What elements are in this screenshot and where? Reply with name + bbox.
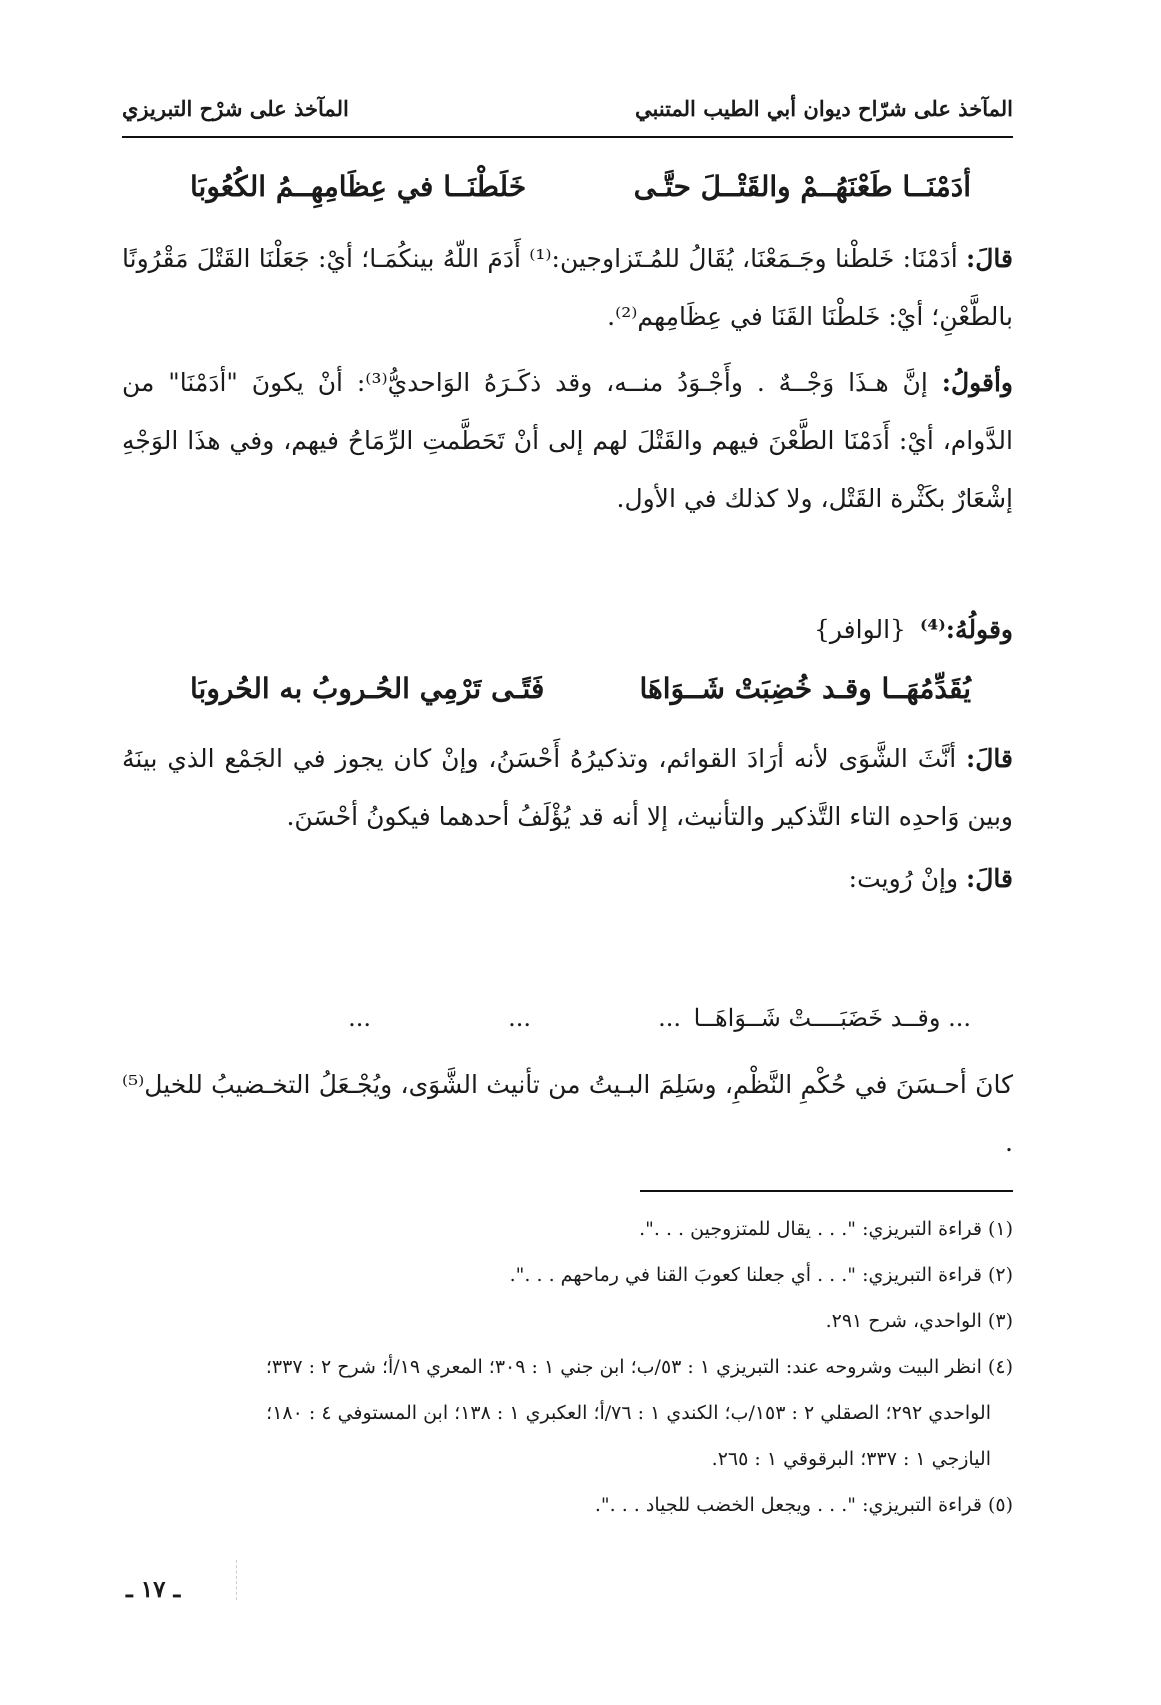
verse-2-intro [122,615,1013,644]
paragraph-text: وإنْ رُويت: [848,864,967,893]
footnote-2: (٢) قراءة التبريزي: ". . . أي جعلنا كعوبَ القنا في رماحهم . . .". [509,1264,1013,1286]
variant-phrase: ... وقــد خَضَبَــــتْ شَــوَاهَــا [693,1004,971,1032]
verse-1 [190,170,971,214]
running-title-section: المآخذ على شرْح التبريزي [122,96,349,121]
footnotes [122,1206,1013,1528]
ellipsis: ... [658,1004,681,1032]
paragraph-commentary-3 [122,730,1013,846]
paragraph-text: أدَمْنَا: خَلطْنا وجَـمَعْنَا، يُقَالُ للمُـتَزاوجين:⁽¹⁾ أَدَمَ اللّهُ بينكُمَـا؛ أيْ: جَعَلْنَا القَتْلَ مَقْرُونًا بالطَّعْنِ؛ أيْ: خَلطْنَا القَنَا في عِظَامِهم⁽²⁾. [122,244,1013,331]
paragraph-lead: وأقولُ: [941,368,1013,397]
verse-2-first-hemistich: يُقَدِّمُهَــا وقـد خُضِبَتْ شَــوَاهَا [639,672,971,705]
footnote-rule [640,1190,1013,1192]
ellipsis: ... [348,1004,371,1032]
header-rule [122,136,1013,138]
running-title-book: المآخذ على شرّاح ديوان أبي الطيب المتنبي [635,96,1013,121]
binding-gutter-mark [236,1560,237,1600]
verse-2 [190,672,971,716]
ellipsis: ... [508,1004,531,1032]
paragraph-text: إنَّ هـذَا وَجْــهٌ . وأَجْـوَدُ منــه، وقد ذكَـرَهُ الوَاحديُّ⁽³⁾: أنْ يكونَ "أدَمْنَا" من الدَّوام، أيْ: أَدَمْنَا الطَّعْنَ فيهم والقَتْلَ لهم إلى أنْ تَحَطَّمتِ الرِّمَاحُ فيهم، وفي هذَا الوَجْهِ إشْعَارٌ بكَثْرة القَتْل، ولا كذلك في الأول. [122,368,1013,513]
running-header [122,92,1013,132]
verse-1-second-hemistich: خَلَطْنَــا في عِظَامِهِــمُ الكُعُوبَا [190,170,527,203]
variant-reading-line [240,1004,971,1044]
paragraph-commentary-2 [122,354,1013,528]
intro-lead: وقولُهُ:⁽⁴⁾ [919,615,1013,644]
paragraph-lead: قالَ: [966,864,1013,893]
footnote-5: (٥) قراءة التبريزي: ". . . ويجعل الخضب للجياد . . .". [594,1494,1013,1516]
paragraph-text: كانَ أحـسَنَ في حُكْمِ النَّظْمِ، وسَلِمَ البـيتُ من تأنيث الشَّوَى، ويُجْـعَلُ التخـضيبُ للخيل⁽⁵⁾ . [122,1070,1013,1157]
paragraph-commentary-4 [122,864,1013,893]
footnote-4-continued: الواحدي ٢٩٢؛ الصقلي ٢ : ١٥٣/ب؛ الكندي ١ : ٧٦/أ؛ العكبري ١ : ١٣٨؛ ابن المستوفي ٤ : ١٨٠؛ [266,1402,991,1424]
paragraph-commentary-5 [122,1056,1013,1172]
verse-2-second-hemistich: فَتًـى تَرْمِي الحُـروبُ به الحُروبَا [190,672,545,705]
footnote-1: (١) قراءة التبريزي: ". . . يقال للمتزوجين . . .". [639,1218,1013,1240]
meter-label: {الوافر} [813,615,906,644]
paragraph-lead: قالَ: [966,244,1013,273]
paragraph-text: أنَّثَ الشَّوَى لأنه أرَادَ القوائم، وتذكيرُهُ أَحْسَنُ، وإنْ كان يجوز في الجَمْع الذي بينَهُ وبين وَاحدِه التاء التَّذكير والتأنيث، إلا أنه قد يُؤْلَفُ أحدهما فيكونُ أحْسَنَ. [122,744,1013,831]
paragraph-lead: قالَ: [966,744,1013,773]
paragraph-commentary-1 [122,230,1013,346]
footnote-3: (٣) الواحدي، شرح ٢٩١. [825,1310,1013,1332]
footnote-4-continued: اليازجي ١ : ٣٣٧؛ البرقوقي ١ : ٢٦٥. [711,1448,991,1470]
page-number: ـ ١٧ ـ [126,1576,181,1603]
footnote-4: (٤) انظر البيت وشروحه عند: التبريزي ١ : ٥٣/ب؛ ابن جني ١ : ٣٠٩؛ المعري ١٩/أ؛ شرح ٢ : ٣٣٧؛ [265,1356,1013,1378]
verse-1-first-hemistich: أدَمْنَــا طَعْنَهُــمْ والقَتْــلَ حتَّـى [633,170,971,203]
